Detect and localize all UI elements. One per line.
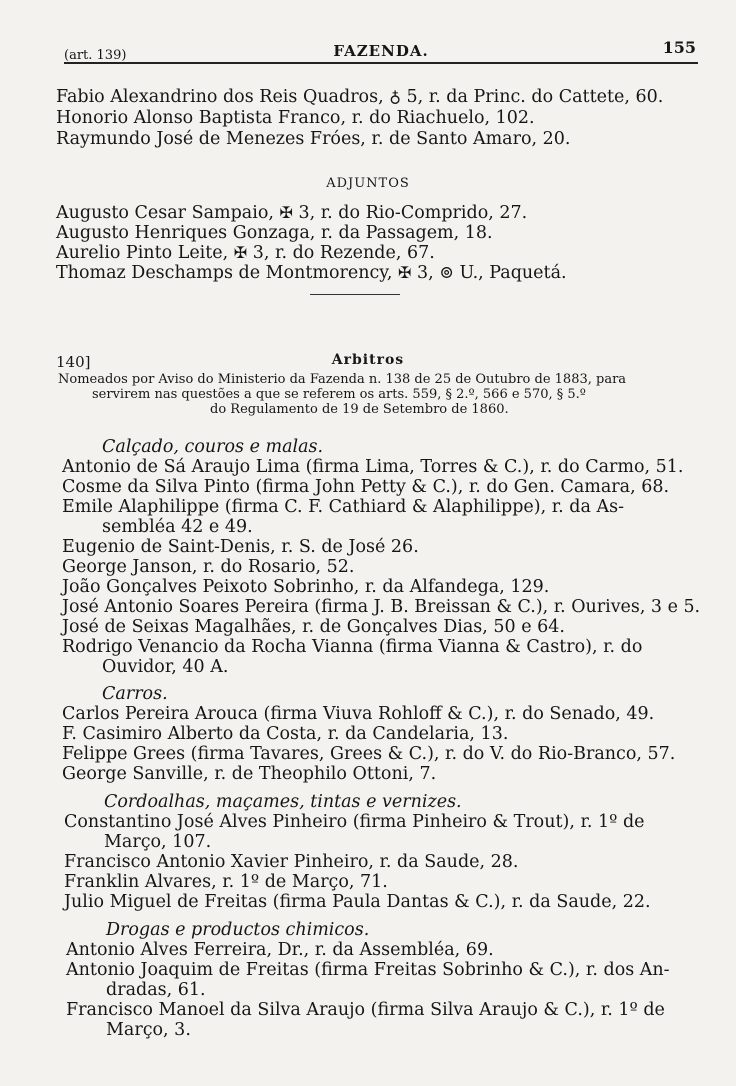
category-heading: Calçado, couros e malas.	[102, 437, 324, 457]
entry-line: Raymundo José de Menezes Fróes, r. de Santo Amaro, 20.	[56, 129, 571, 149]
page-header	[64, 38, 698, 64]
entry-line: F. Casimiro Alberto da Costa, r. da Candelaria, 13.	[62, 724, 509, 744]
entry-line: Emile Alaphilippe (firma C. F. Cathiard & Alaphilippe), r. da As-	[62, 497, 624, 517]
entry-line: George Sanville, r. de Theophilo Ottoni, 7.	[62, 764, 437, 784]
entry-line: Cosme da Silva Pinto (firma John Petty & C.), r. do Gen. Camara, 68.	[62, 477, 670, 497]
entry-line: Eugenio de Saint-Denis, r. S. de José 26.	[62, 537, 419, 557]
entry-line: José Antonio Soares Pereira (firma J. B. Breissan & C.), r. Ourives, 3 e 5.	[62, 597, 701, 617]
entry-line: Constantino José Alves Pinheiro (firma Pinheiro & Trout), r. 1º de	[64, 812, 645, 832]
cross-icon: ✠	[398, 263, 412, 282]
entry-line: Thomaz Deschamps de Montmorency, ✠ 3, ⊚ U., Paquetá.	[56, 263, 567, 283]
section-divider	[310, 294, 400, 295]
entry-line: Ouvidor, 40 A.	[102, 657, 229, 677]
page-title: FAZENDA.	[333, 42, 429, 60]
entry-line: Antonio de Sá Araujo Lima (firma Lima, Torres & C.), r. do Carmo, 51.	[62, 457, 684, 477]
entry-line: Rodrigo Venancio da Rocha Vianna (firma Vianna & Castro), r. do	[62, 637, 643, 657]
entry-line: Honorio Alonso Baptista Franco, r. do Riachuelo, 102.	[56, 108, 535, 128]
entry-line: Francisco Antonio Xavier Pinheiro, r. da Saude, 28.	[64, 852, 519, 872]
section-heading-adjuntos: ADJUNTOS	[326, 176, 410, 191]
entry-line: José de Seixas Magalhães, r. de Gonçalves Dias, 50 e 64.	[62, 617, 565, 637]
entry-line: Augusto Cesar Sampaio, ✠ 3, r. do Rio-Comprido, 27.	[56, 203, 528, 223]
entry-line: sembléa 42 e 49.	[102, 517, 253, 537]
entry-line: Aurelio Pinto Leite, ✠ 3, r. do Rezende, 67.	[56, 243, 435, 263]
entry-line: dradas, 61.	[106, 980, 206, 1000]
article-reference: (art. 139)	[64, 48, 127, 63]
entry-line: João Gonçalves Peixoto Sobrinho, r. da Alfandega, 129.	[62, 577, 550, 597]
entry-line: Fabio Alexandrino dos Reis Quadros, ♁ 5, r. da Princ. do Cattete, 60.	[56, 87, 664, 107]
section-heading-arbitros: Arbitros	[331, 352, 405, 368]
category-heading: Carros.	[102, 684, 168, 704]
cross-icon: ✠	[279, 203, 293, 222]
entry-line: Francisco Manoel da Silva Araujo (firma Silva Araujo & C.), r. 1º de	[66, 1000, 665, 1020]
entry-line: Julio Miguel de Freitas (firma Paula Dantas & C.), r. da Saude, 22.	[64, 892, 651, 912]
decoration-icon: ♁	[389, 87, 401, 106]
entry-line: Março, 3.	[106, 1020, 191, 1040]
category-heading: Cordoalhas, maçames, tintas e vernizes.	[104, 792, 462, 812]
entry-line: George Janson, r. do Rosario, 52.	[62, 557, 355, 577]
entry-line: Franklin Alvares, r. 1º de Março, 71.	[64, 872, 388, 892]
header-rule	[64, 62, 698, 64]
cross-icon: ✠	[233, 243, 248, 262]
entry-line: Antonio Alves Ferreira, Dr., r. da Assembléa, 69.	[66, 940, 494, 960]
item-number: 140]	[56, 353, 91, 371]
entry-line: Carlos Pereira Arouca (firma Viuva Rohloff & C.), r. do Senado, 49.	[62, 704, 655, 724]
entry-line: Março, 107.	[104, 832, 212, 852]
intro-line: servirem nas questões a que se referem os arts. 559, § 2.º, 566 e 570, § 5.º	[92, 387, 586, 402]
intro-line: Nomeados por Aviso do Ministerio da Fazenda n. 138 de 25 de Outubro de 1883, para	[58, 372, 627, 387]
entry-line: Felippe Grees (firma Tavares, Grees & C.), r. do V. do Rio-Branco, 57.	[62, 744, 676, 764]
entry-line: Antonio Joaquim de Freitas (firma Freitas Sobrinho & C.), r. dos An-	[66, 960, 670, 980]
intro-line: do Regulamento de 19 de Setembro de 1860.	[210, 402, 509, 417]
category-heading: Drogas e productos chimicos.	[106, 920, 370, 940]
page-number: 155	[662, 38, 696, 57]
entry-line: Augusto Henriques Gonzaga, r. da Passagem, 18.	[56, 223, 493, 243]
